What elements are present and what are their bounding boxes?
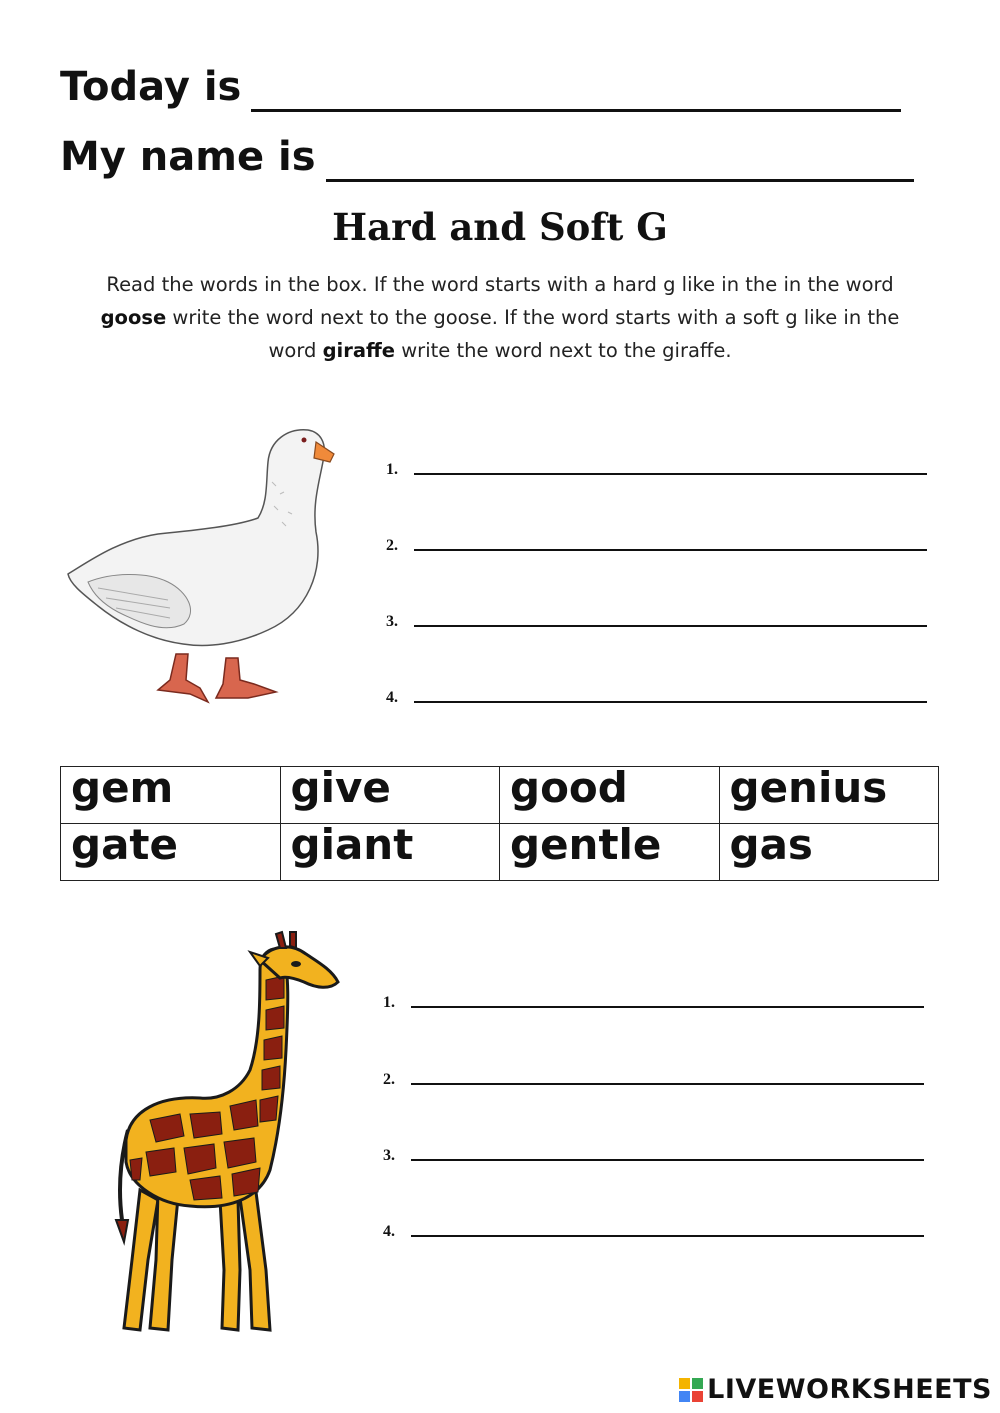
word-cell[interactable]: gentle xyxy=(500,824,720,881)
word-cell[interactable]: good xyxy=(500,767,720,824)
goose-answer-line[interactable] xyxy=(386,531,927,554)
word-cell[interactable]: genius xyxy=(719,767,939,824)
line-number: 4. xyxy=(386,689,398,706)
goose-answer-line[interactable] xyxy=(386,683,927,706)
answer-rule xyxy=(411,1006,924,1008)
answer-rule xyxy=(414,701,927,703)
answer-rule xyxy=(414,625,927,627)
logo-square xyxy=(692,1378,703,1389)
logo-text: LIVEWORKSHEETS xyxy=(707,1374,992,1405)
instructions-giraffe-word: giraffe xyxy=(322,339,396,362)
liveworksheets-logo[interactable] xyxy=(679,1374,992,1405)
instructions-text-1: Read the words in the box. If the word starts with a hard g like in the in the word xyxy=(106,273,894,296)
name-line xyxy=(60,132,914,182)
giraffe-answer-line[interactable] xyxy=(383,1065,924,1088)
word-cell[interactable]: giant xyxy=(280,824,500,881)
giraffe-answer-line[interactable] xyxy=(383,1141,924,1164)
line-number: 4. xyxy=(383,1223,395,1240)
logo-square xyxy=(679,1378,690,1389)
name-label: My name is xyxy=(60,134,316,180)
answer-rule xyxy=(411,1235,924,1237)
goose-answer-line[interactable] xyxy=(386,607,927,630)
line-number: 1. xyxy=(383,994,395,1011)
liveworksheets-logo-icon xyxy=(679,1378,703,1402)
line-number: 1. xyxy=(386,461,398,478)
date-blank[interactable] xyxy=(251,69,901,112)
giraffe-answer-line[interactable] xyxy=(383,988,924,1011)
answer-rule xyxy=(414,549,927,551)
worksheet-title: Hard and Soft G xyxy=(332,205,668,249)
answer-rule xyxy=(411,1159,924,1161)
date-line xyxy=(60,62,901,112)
logo-square xyxy=(692,1391,703,1402)
giraffe-answer-line[interactable] xyxy=(383,1217,924,1240)
word-row xyxy=(61,767,939,824)
name-blank[interactable] xyxy=(326,139,914,182)
word-cell[interactable]: gate xyxy=(61,824,281,881)
instructions xyxy=(80,268,920,367)
goose-answer-line[interactable] xyxy=(386,455,927,478)
instructions-text-3: write the word next to the giraffe. xyxy=(395,339,732,362)
answer-rule xyxy=(414,473,927,475)
word-row xyxy=(61,824,939,881)
line-number: 3. xyxy=(383,1147,395,1164)
word-cell[interactable]: gem xyxy=(61,767,281,824)
line-number: 3. xyxy=(386,613,398,630)
word-cell[interactable]: gas xyxy=(719,824,939,881)
instructions-text-2: write the word next to the goose. If the word starts with a soft g like in the word xyxy=(166,306,900,362)
line-number: 2. xyxy=(383,1071,395,1088)
giraffe-illustration xyxy=(110,930,345,1340)
line-number: 2. xyxy=(386,537,398,554)
instructions-goose-word: goose xyxy=(100,306,167,329)
date-label: Today is xyxy=(60,64,242,110)
goose-illustration xyxy=(58,422,343,712)
word-cell[interactable]: give xyxy=(280,767,500,824)
answer-rule xyxy=(411,1083,924,1085)
word-box xyxy=(60,763,939,881)
logo-square xyxy=(679,1391,690,1402)
